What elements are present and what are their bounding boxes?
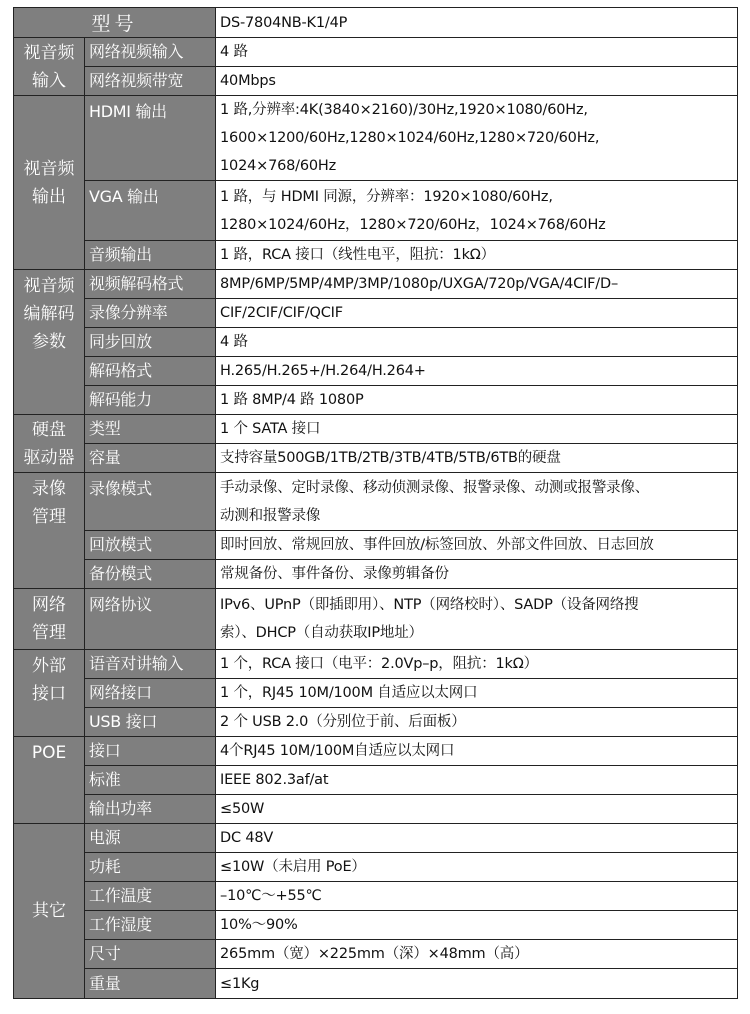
table-row xyxy=(14,940,738,969)
category-external: 外部 接口 xyxy=(14,650,85,737)
table-row xyxy=(14,38,738,67)
row-label: 录像分辨率 xyxy=(85,299,216,328)
row-value: DC 48V xyxy=(216,824,738,853)
row-label: 工作温度 xyxy=(85,882,216,911)
row-label: 输出功率 xyxy=(85,795,216,824)
table-row xyxy=(14,241,738,270)
row-value: ≤10W（未启用 PoE） xyxy=(216,853,738,882)
header-row xyxy=(14,8,738,38)
row-label: 标准 xyxy=(85,766,216,795)
row-label: 网络视频输入 xyxy=(85,38,216,67)
category-poe: POE xyxy=(14,737,85,824)
row-value: 手动录像、定时录像、移动侦测录像、报警录像、动测或报警录像、 动测和报警录像 xyxy=(216,473,738,531)
row-label: 网络视频带宽 xyxy=(85,67,216,96)
row-value: 1 个 SATA 接口 xyxy=(216,415,738,444)
table-row xyxy=(14,67,738,96)
row-value: 4 路 xyxy=(216,38,738,67)
table-row xyxy=(14,882,738,911)
table-row xyxy=(14,969,738,999)
table-row xyxy=(14,737,738,766)
category-other: 其它 xyxy=(14,824,85,999)
model-label: 型号 xyxy=(14,8,216,38)
row-label: 备份模式 xyxy=(85,560,216,589)
table-row xyxy=(14,560,738,589)
row-label: 电源 xyxy=(85,824,216,853)
row-label: 回放模式 xyxy=(85,531,216,560)
row-value: 1 个，RJ45 10M/100M 自适应以太网口 xyxy=(216,679,738,708)
row-label: USB 接口 xyxy=(85,708,216,737)
row-value: 40Mbps xyxy=(216,67,738,96)
row-value: 支持容量500GB/1TB/2TB/3TB/4TB/5TB/6TB的硬盘 xyxy=(216,444,738,473)
category-av-output: 视音频 输出 xyxy=(14,96,85,270)
table-row xyxy=(14,911,738,940)
row-value: 1 路,分辨率:4K(3840×2160)/30Hz,1920×1080/60Hz, 1600×1200/60Hz,1280×1024/60Hz,1280×720/60Hz, 1024×768/60Hz xyxy=(216,96,738,181)
row-label: HDMI 输出 xyxy=(85,96,216,181)
row-value: 4 路 xyxy=(216,328,738,357)
row-label: 接口 xyxy=(85,737,216,766)
row-value: 即时回放、常规回放、事件回放/标签回放、外部文件回放、日志回放 xyxy=(216,531,738,560)
row-label: 功耗 xyxy=(85,853,216,882)
table-row xyxy=(14,766,738,795)
table-row xyxy=(14,96,738,181)
table-row xyxy=(14,299,738,328)
table-row xyxy=(14,415,738,444)
row-value: ≤1Kg xyxy=(216,969,738,999)
category-av-input: 视音频 输入 xyxy=(14,38,85,96)
table-row xyxy=(14,328,738,357)
category-recording: 录像 管理 xyxy=(14,473,85,589)
row-label: 解码能力 xyxy=(85,386,216,415)
row-value: 1 个，RCA 接口（电平：2.0Vp–p，阻抗：1kΩ） xyxy=(216,650,738,679)
row-value: 4个RJ45 10M/100M自适应以太网口 xyxy=(216,737,738,766)
row-label: 重量 xyxy=(85,969,216,999)
row-value: 265mm（宽）×225mm（深）×48mm（高） xyxy=(216,940,738,969)
row-value: IPv6、UPnP（即插即用）、NTP（网络校时）、SADP（设备网络搜 索）、DHCP（自动获取IP地址） xyxy=(216,589,738,650)
row-value: 10%～90% xyxy=(216,911,738,940)
row-value: 8MP/6MP/5MP/4MP/3MP/1080p/UXGA/720p/VGA/4CIF/D– xyxy=(216,270,738,299)
row-value: 1 路 8MP/4 路 1080P xyxy=(216,386,738,415)
row-value: 常规备份、事件备份、录像剪辑备份 xyxy=(216,560,738,589)
table-row xyxy=(14,181,738,241)
row-label: 视频解码格式 xyxy=(85,270,216,299)
table-row xyxy=(14,386,738,415)
category-codec: 视音频 编解码 参数 xyxy=(14,270,85,415)
row-label: 尺寸 xyxy=(85,940,216,969)
row-label: 解码格式 xyxy=(85,357,216,386)
table-row xyxy=(14,708,738,737)
row-value: 1 路，与 HDMI 同源，分辨率：1920×1080/60Hz, 1280×1024/60Hz，1280×720/60Hz，1024×768/60Hz xyxy=(216,181,738,241)
row-value: CIF/2CIF/CIF/QCIF xyxy=(216,299,738,328)
row-value: H.265/H.265+/H.264/H.264+ xyxy=(216,357,738,386)
table-row xyxy=(14,270,738,299)
row-label: 录像模式 xyxy=(85,473,216,531)
table-row xyxy=(14,357,738,386)
model-value: DS-7804NB-K1/4P xyxy=(216,8,738,38)
table-row xyxy=(14,531,738,560)
category-hdd: 硬盘 驱动器 xyxy=(14,415,85,473)
row-label: 网络接口 xyxy=(85,679,216,708)
table-row xyxy=(14,679,738,708)
row-label: 语音对讲输入 xyxy=(85,650,216,679)
table-row xyxy=(14,650,738,679)
table-row xyxy=(14,473,738,531)
row-value: IEEE 802.3af/at xyxy=(216,766,738,795)
spec-table xyxy=(13,7,738,999)
row-label: 类型 xyxy=(85,415,216,444)
row-label: 同步回放 xyxy=(85,328,216,357)
table-row xyxy=(14,824,738,853)
row-value: 1 路，RCA 接口（线性电平，阻抗：1kΩ） xyxy=(216,241,738,270)
table-row xyxy=(14,853,738,882)
row-label: VGA 输出 xyxy=(85,181,216,241)
category-network: 网络 管理 xyxy=(14,589,85,650)
row-label: 音频输出 xyxy=(85,241,216,270)
row-value: 2 个 USB 2.0（分别位于前、后面板） xyxy=(216,708,738,737)
table-row xyxy=(14,795,738,824)
row-label: 工作湿度 xyxy=(85,911,216,940)
table-row xyxy=(14,589,738,650)
table-row xyxy=(14,444,738,473)
row-value: –10℃～+55℃ xyxy=(216,882,738,911)
row-label: 容量 xyxy=(85,444,216,473)
row-label: 网络协议 xyxy=(85,589,216,650)
row-value: ≤50W xyxy=(216,795,738,824)
